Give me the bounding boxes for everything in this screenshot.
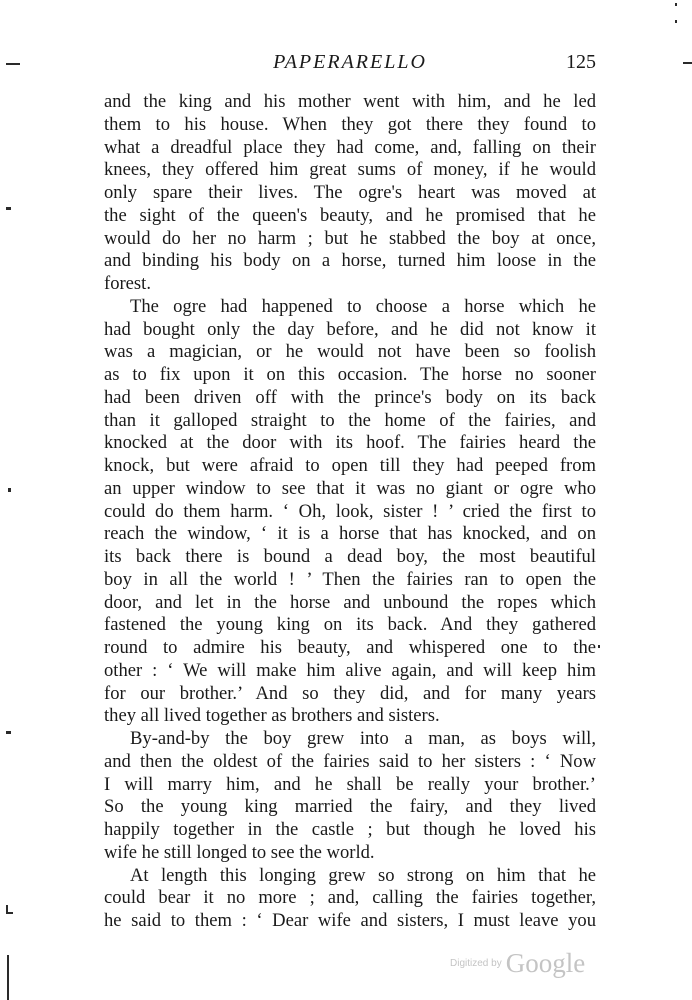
text-line: could do them harm. ‘ Oh, look, sister ! ’ cried the first to [104,500,596,522]
paragraph-end-line: wife he still longed to see the world. [104,841,375,863]
scan-mark [598,645,600,648]
text-line: and the king and his mother went with him, and he led [104,91,596,112]
text-line: and binding his body on a horse, turned him loose in the [104,250,596,272]
scan-mark [8,488,11,492]
text-line: than it galloped straight to the home of the fairies, and [104,409,596,431]
text-line: door, and let in the horse and unbound the ropes which [104,591,596,613]
running-title: PAPERARELLO [273,51,427,73]
body-text [104,91,596,933]
text-line: boy in all the world ! ’ Then the fairies ran to open the [104,568,596,590]
running-head [104,49,596,75]
text-line: reach the window, ‘ it is a horse that has knocked, and on [104,523,596,545]
text-line: as to fix upon it on this occasion. The horse no sooner [104,364,596,385]
text-line: knees, they offered him great sums of money, if he would [104,159,596,181]
text-line: So the young king married the fairy, and they lived [104,796,596,818]
text-line: would do her no harm ; but he stabbed the boy at once, [104,227,596,249]
text-line: its back there is bound a dead boy, the most beautiful [104,546,596,567]
text-line: was a magician, or he would not have been so foolish [104,341,596,363]
text-line: other : ‘ We will make him alive again, and will keep him [104,659,596,681]
scan-mark [7,955,9,1000]
paragraph-start-line: By-and-by the boy grew into a man, as boys will, [130,728,596,749]
scan-mark [6,63,20,65]
text-line: what a dreadful place they had come, and, falling on their [104,136,596,158]
paragraph-end-line: forest. [104,273,151,294]
scan-mark [675,20,677,23]
text-line: had bought only the day before, and he did not know it [104,318,596,340]
text-line: for our brother.’ And so they did, and for many years [104,682,596,704]
text-line: fastened the young king on its back. And they gathered [104,614,596,636]
paragraph-start-line: At length this longing grew so strong on him that he [130,864,596,886]
google-logo: Google [505,948,586,978]
text-line: only spare their lives. The ogre's heart was moved at [104,182,596,203]
text-line: them to his house. When they got there they found to [104,113,596,135]
watermark-prefix: Digitized by [450,958,502,969]
paragraph-end-line: they all lived together as brothers and sisters. [104,705,440,727]
text-line: could bear it no more ; and, calling the fairies together, [104,887,596,909]
scan-mark [675,3,677,6]
text-line: the sight of the queen's beauty, and he promised that he [104,204,596,226]
text-line: he said to them : ‘ Dear wife and sisters, I must leave you [104,910,596,931]
scan-mark [683,62,692,64]
scan-mark [6,731,11,734]
page-number: 125 [566,51,596,73]
text-line: knocked at the door with its hoof. The fairies heard the [104,432,596,454]
digitized-by-google-watermark [450,948,596,982]
paragraph-start-line: The ogre had happened to choose a horse which he [130,295,596,317]
text-line: knock, but were afraid to open till they had peeped from [104,455,596,476]
text-line: an upper window to see that it was no giant or ogre who [104,477,596,499]
text-line: happily together in the castle ; but though he loved his [104,819,596,840]
text-line: had been driven off with the prince's body on its back [104,386,596,408]
text-line: round to admire his beauty, and whispered one to the [104,637,596,658]
scan-mark [6,912,13,914]
scan-mark [6,207,11,210]
text-line: and then the oldest of the fairies said to her sisters : ‘ Now [104,750,596,772]
text-line: I will marry him, and he shall be really your brother.’ [104,773,596,795]
